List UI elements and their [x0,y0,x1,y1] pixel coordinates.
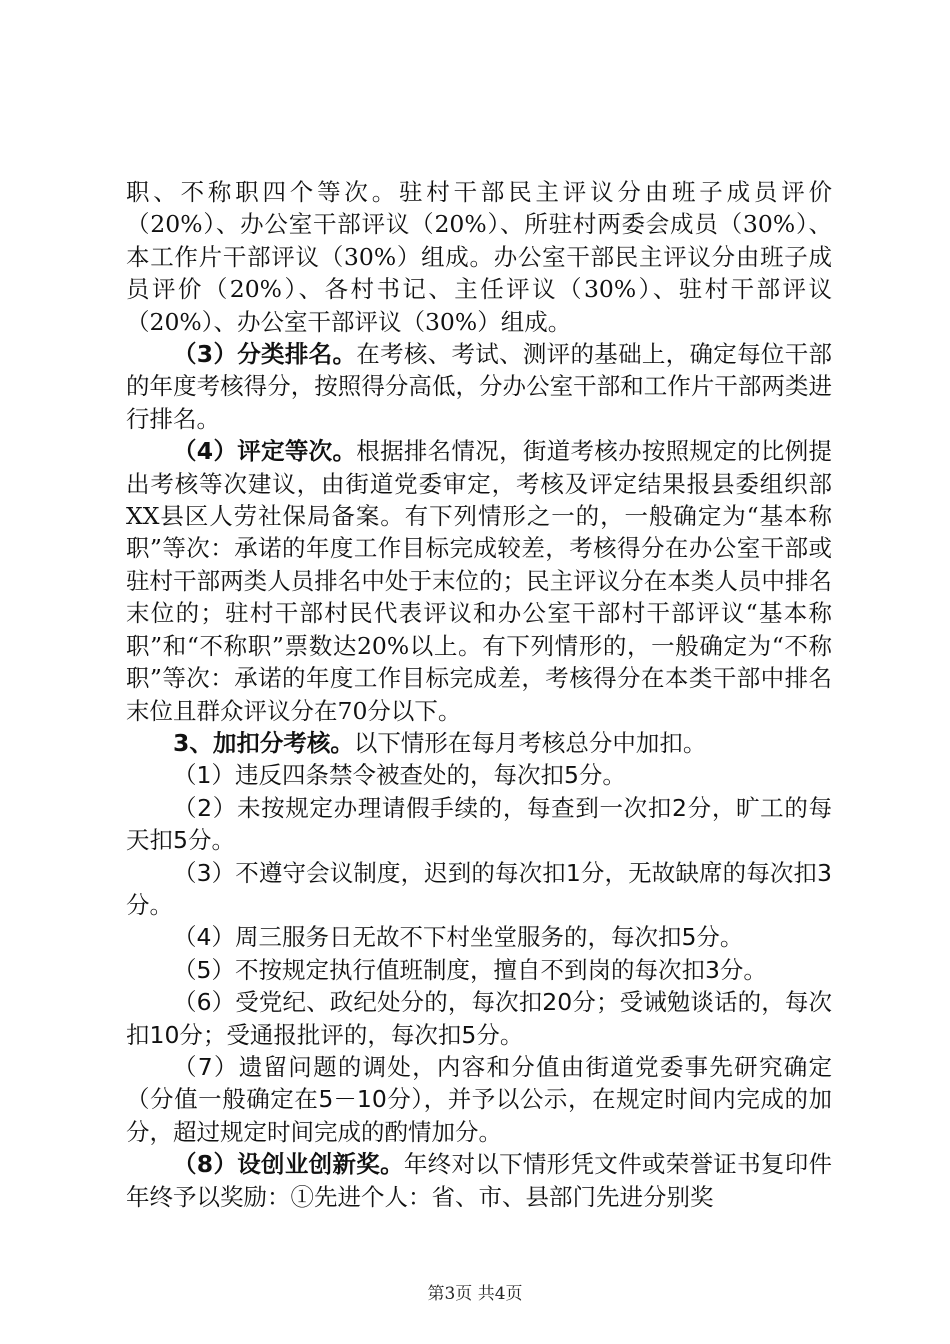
list-item-text: （2）未按规定办理请假手续的，每查到一次扣2分，旷工的每天扣5分。 [126,793,832,855]
paragraph-grade-assessment [126,435,832,727]
list-item [126,921,832,953]
list-item-text: （3）不遵守会议制度，迟到的每次扣1分，无故缺席的每次扣3分。 [126,858,832,919]
list-item [126,792,832,857]
page-footer [0,1279,950,1304]
paragraph-innovation-award [126,1148,832,1213]
paragraph-category-ranking [126,338,832,435]
list-item-text: （1）违反四条禁令被查处的，每次扣5分。 [173,761,626,790]
paragraph-heading: （8）设创业创新奖。 [173,1150,404,1179]
paragraph-text: 以下情形在每月考核总分中加扣。 [353,728,707,757]
paragraph-bonus-deduction [126,727,832,759]
paragraph-heading: （3）分类排名。 [173,340,357,369]
list-item [126,857,832,922]
paragraph-heading: （4）评定等次。 [173,437,357,466]
paragraph-text: 在考核、考试、测评的基础上，确定每位干部的年度考核得分，按照得分高低，分办公室干部和工作片干部两类进行排名。 [126,340,832,433]
list-item-text: （6）受党纪、政纪处分的，每次扣20分；受诫勉谈话的，每次扣10分；受通报批评的，每次扣5分。 [126,988,832,1049]
list-item [126,759,832,791]
document-body [126,176,832,1213]
page-number-label: 第3页 共4页 [427,1284,523,1304]
list-item [126,1051,832,1148]
paragraph-text: 年终对以下情形凭文件或荣誉证书复印件年终予以奖励：①先进个人：省、市、县部门先进分别奖 [126,1150,833,1211]
list-item-text: （4）周三服务日无故不下村坐堂服务的，每次扣5分。 [173,923,744,952]
paragraph-text: 根据排名情况，街道考核办按照规定的比例提出考核等次建议，由街道党委审定，考核及评定结果报县委组织部XX县区人劳社保局备案。有下列情形之一的，一般确定为“基本称职”等次：承诺的年度工作目标完成较差，考核得分在办公室干部或驻村干部两类人员排名中处于末位的；民主评议分在本类人员中排名末位的；驻村干部村民代表评议和办公室干部村干部评议“基本称职”和“不称职”票数达20%以上。有下列情形的，一般确定为“不称职”等次：承诺的年度工作目标完成差，考核得分在本类干部中排名末位且群众评议分在70分以下。 [126,437,832,725]
list-item [126,986,832,1051]
paragraph-text: 职、不称职四个等次。驻村干部民主评议分由班子成员评价（20%）、办公室干部评议（20%）、所驻村两委会成员（30%）、本工作片干部评议（30%）组成。办公室干部民主评议分由班子成员评价（20%）、各村书记、主任评议（30%）、驻村干部评议（20%）、办公室干部评议（30%）组成。 [126,178,832,336]
list-item-text: （5）不按规定执行值班制度，擅自不到岗的每次扣3分。 [173,955,767,984]
paragraph-heading: 3、加扣分考核。 [173,728,354,757]
paragraph-evaluation-composition [126,176,832,338]
list-item [126,954,832,986]
list-item-text: （7）遗留问题的调处，内容和分值由街道党委事先研究确定（分值一般确定在5－10分），并予以公示，在规定时间内完成的加分，超过规定时间完成的酌情加分。 [126,1052,832,1146]
